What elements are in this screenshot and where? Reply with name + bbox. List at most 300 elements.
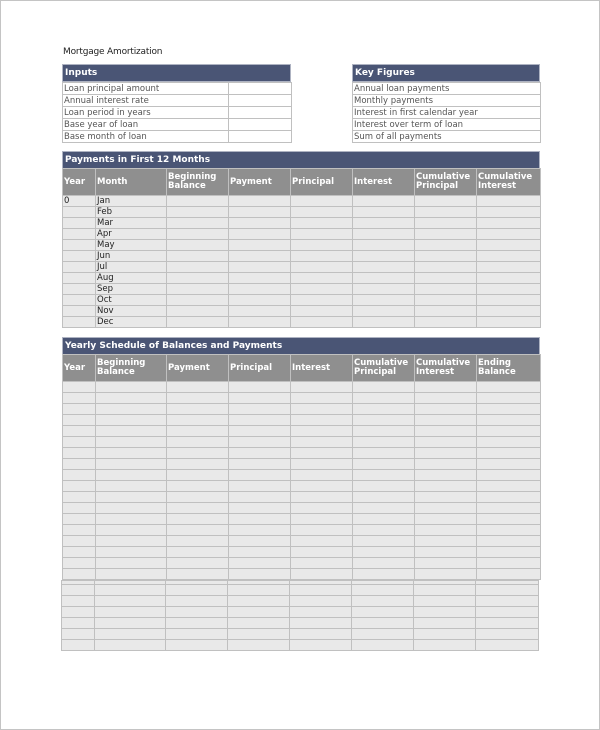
data-cell[interactable] xyxy=(415,262,477,273)
year-cell[interactable] xyxy=(63,295,96,306)
data-cell[interactable] xyxy=(415,437,477,448)
data-cell[interactable] xyxy=(353,218,415,229)
data-cell[interactable] xyxy=(167,251,229,262)
data-cell[interactable] xyxy=(290,596,352,607)
data-cell[interactable] xyxy=(353,569,415,580)
data-cell[interactable] xyxy=(95,596,166,607)
data-cell[interactable] xyxy=(414,629,476,640)
data-cell[interactable] xyxy=(476,618,539,629)
data-cell[interactable] xyxy=(166,585,228,596)
data-cell[interactable] xyxy=(353,470,415,481)
data-cell[interactable] xyxy=(96,514,167,525)
data-cell[interactable] xyxy=(229,426,291,437)
data-cell[interactable] xyxy=(291,459,353,470)
data-cell[interactable] xyxy=(229,569,291,580)
data-cell[interactable] xyxy=(63,558,96,569)
data-cell[interactable] xyxy=(353,547,415,558)
data-cell[interactable] xyxy=(229,196,291,207)
data-cell[interactable] xyxy=(229,262,291,273)
data-cell[interactable] xyxy=(291,262,353,273)
data-cell[interactable] xyxy=(353,481,415,492)
data-cell[interactable] xyxy=(167,382,229,393)
year-cell[interactable] xyxy=(63,218,96,229)
data-cell[interactable] xyxy=(353,306,415,317)
month-cell[interactable]: Jun xyxy=(96,251,167,262)
data-cell[interactable] xyxy=(96,569,167,580)
data-cell[interactable] xyxy=(353,558,415,569)
data-cell[interactable] xyxy=(229,437,291,448)
input-value-cell[interactable] xyxy=(229,95,292,107)
data-cell[interactable] xyxy=(291,295,353,306)
data-cell[interactable] xyxy=(477,470,541,481)
data-cell[interactable] xyxy=(291,470,353,481)
data-cell[interactable] xyxy=(167,295,229,306)
data-cell[interactable] xyxy=(96,470,167,481)
data-cell[interactable] xyxy=(63,569,96,580)
data-cell[interactable] xyxy=(415,207,477,218)
data-cell[interactable] xyxy=(477,481,541,492)
data-cell[interactable] xyxy=(352,618,414,629)
data-cell[interactable] xyxy=(353,492,415,503)
data-cell[interactable] xyxy=(229,306,291,317)
data-cell[interactable] xyxy=(63,514,96,525)
data-cell[interactable] xyxy=(477,459,541,470)
data-cell[interactable] xyxy=(63,492,96,503)
data-cell[interactable] xyxy=(414,607,476,618)
data-cell[interactable] xyxy=(167,569,229,580)
data-cell[interactable] xyxy=(353,404,415,415)
data-cell[interactable] xyxy=(291,448,353,459)
data-cell[interactable] xyxy=(62,629,95,640)
data-cell[interactable] xyxy=(167,196,229,207)
data-cell[interactable] xyxy=(477,218,541,229)
data-cell[interactable] xyxy=(415,558,477,569)
data-cell[interactable] xyxy=(62,607,95,618)
data-cell[interactable] xyxy=(96,459,167,470)
data-cell[interactable] xyxy=(353,437,415,448)
data-cell[interactable] xyxy=(476,629,539,640)
data-cell[interactable] xyxy=(229,404,291,415)
data-cell[interactable] xyxy=(291,415,353,426)
data-cell[interactable] xyxy=(166,596,228,607)
data-cell[interactable] xyxy=(291,437,353,448)
data-cell[interactable] xyxy=(291,492,353,503)
data-cell[interactable] xyxy=(291,306,353,317)
data-cell[interactable] xyxy=(414,618,476,629)
data-cell[interactable] xyxy=(353,207,415,218)
data-cell[interactable] xyxy=(96,448,167,459)
data-cell[interactable] xyxy=(96,437,167,448)
data-cell[interactable] xyxy=(96,404,167,415)
data-cell[interactable] xyxy=(415,317,477,328)
year-cell[interactable] xyxy=(63,207,96,218)
data-cell[interactable] xyxy=(167,459,229,470)
data-cell[interactable] xyxy=(167,547,229,558)
data-cell[interactable] xyxy=(415,273,477,284)
year-cell[interactable] xyxy=(63,262,96,273)
data-cell[interactable] xyxy=(477,317,541,328)
month-cell[interactable]: Mar xyxy=(96,218,167,229)
data-cell[interactable] xyxy=(229,251,291,262)
data-cell[interactable] xyxy=(62,640,95,651)
data-cell[interactable] xyxy=(167,273,229,284)
data-cell[interactable] xyxy=(63,426,96,437)
data-cell[interactable] xyxy=(229,284,291,295)
data-cell[interactable] xyxy=(63,415,96,426)
data-cell[interactable] xyxy=(63,536,96,547)
data-cell[interactable] xyxy=(353,448,415,459)
data-cell[interactable] xyxy=(96,481,167,492)
data-cell[interactable] xyxy=(477,437,541,448)
data-cell[interactable] xyxy=(167,262,229,273)
data-cell[interactable] xyxy=(166,618,228,629)
yearly-row xyxy=(63,525,541,536)
data-cell[interactable] xyxy=(167,284,229,295)
data-cell[interactable] xyxy=(353,426,415,437)
data-cell[interactable] xyxy=(415,470,477,481)
data-cell[interactable] xyxy=(229,459,291,470)
data-cell[interactable] xyxy=(352,629,414,640)
year-cell[interactable] xyxy=(63,273,96,284)
data-cell[interactable] xyxy=(96,393,167,404)
data-cell[interactable] xyxy=(291,393,353,404)
data-cell[interactable] xyxy=(167,514,229,525)
month-cell[interactable]: Aug xyxy=(96,273,167,284)
data-cell[interactable] xyxy=(228,607,290,618)
data-cell[interactable] xyxy=(63,547,96,558)
data-cell[interactable] xyxy=(352,585,414,596)
data-cell[interactable] xyxy=(415,547,477,558)
data-cell[interactable] xyxy=(353,295,415,306)
data-cell[interactable] xyxy=(414,585,476,596)
data-cell[interactable] xyxy=(63,404,96,415)
data-cell[interactable] xyxy=(291,317,353,328)
data-cell[interactable] xyxy=(415,306,477,317)
year-cell[interactable] xyxy=(63,306,96,317)
data-cell[interactable] xyxy=(415,393,477,404)
data-cell[interactable] xyxy=(353,262,415,273)
data-cell[interactable] xyxy=(95,629,166,640)
data-cell[interactable] xyxy=(415,229,477,240)
data-cell[interactable] xyxy=(477,492,541,503)
data-cell[interactable] xyxy=(476,640,539,651)
data-cell[interactable] xyxy=(291,240,353,251)
data-cell[interactable] xyxy=(477,558,541,569)
data-cell[interactable] xyxy=(291,284,353,295)
data-cell[interactable] xyxy=(353,317,415,328)
first12-column-header: Interest xyxy=(353,169,415,196)
data-cell[interactable] xyxy=(353,514,415,525)
data-cell[interactable] xyxy=(353,459,415,470)
data-cell[interactable] xyxy=(229,207,291,218)
input-value-cell[interactable] xyxy=(229,119,292,131)
input-value-cell[interactable] xyxy=(229,83,292,95)
data-cell[interactable] xyxy=(415,569,477,580)
data-cell[interactable] xyxy=(228,585,290,596)
data-cell[interactable] xyxy=(291,207,353,218)
data-cell[interactable] xyxy=(291,273,353,284)
data-cell[interactable] xyxy=(353,503,415,514)
data-cell[interactable] xyxy=(229,448,291,459)
data-cell[interactable] xyxy=(167,306,229,317)
data-cell[interactable] xyxy=(229,229,291,240)
data-cell[interactable] xyxy=(476,607,539,618)
data-cell[interactable] xyxy=(229,470,291,481)
data-cell[interactable] xyxy=(353,196,415,207)
data-cell[interactable] xyxy=(477,284,541,295)
data-cell[interactable] xyxy=(228,618,290,629)
data-cell[interactable] xyxy=(290,585,352,596)
data-cell[interactable] xyxy=(167,481,229,492)
data-cell[interactable] xyxy=(477,382,541,393)
data-cell[interactable] xyxy=(63,525,96,536)
data-cell[interactable] xyxy=(96,382,167,393)
data-cell[interactable] xyxy=(353,240,415,251)
data-cell[interactable] xyxy=(62,585,95,596)
month-cell[interactable]: Oct xyxy=(96,295,167,306)
data-cell[interactable] xyxy=(167,426,229,437)
data-cell[interactable] xyxy=(167,503,229,514)
data-cell[interactable] xyxy=(96,547,167,558)
data-cell[interactable] xyxy=(96,415,167,426)
data-cell[interactable] xyxy=(229,273,291,284)
data-cell[interactable] xyxy=(291,525,353,536)
yearly-row xyxy=(63,547,541,558)
data-cell[interactable] xyxy=(291,229,353,240)
data-cell[interactable] xyxy=(477,295,541,306)
data-cell[interactable] xyxy=(477,503,541,514)
data-cell[interactable] xyxy=(229,415,291,426)
data-cell[interactable] xyxy=(477,240,541,251)
data-cell[interactable] xyxy=(477,229,541,240)
data-cell[interactable] xyxy=(167,536,229,547)
data-cell[interactable] xyxy=(95,607,166,618)
year-cell[interactable] xyxy=(63,229,96,240)
data-cell[interactable] xyxy=(415,415,477,426)
data-cell[interactable] xyxy=(228,596,290,607)
data-cell[interactable] xyxy=(63,393,96,404)
data-cell[interactable] xyxy=(96,426,167,437)
month-cell[interactable]: Sep xyxy=(96,284,167,295)
data-cell[interactable] xyxy=(62,596,95,607)
data-cell[interactable] xyxy=(229,317,291,328)
data-cell[interactable] xyxy=(477,306,541,317)
data-cell[interactable] xyxy=(353,415,415,426)
data-cell[interactable] xyxy=(415,295,477,306)
data-cell[interactable] xyxy=(167,317,229,328)
data-cell[interactable] xyxy=(63,470,96,481)
data-cell[interactable] xyxy=(415,240,477,251)
data-cell[interactable] xyxy=(290,629,352,640)
input-value-cell[interactable] xyxy=(229,107,292,119)
data-cell[interactable] xyxy=(291,547,353,558)
data-cell[interactable] xyxy=(229,503,291,514)
data-cell[interactable] xyxy=(415,382,477,393)
data-cell[interactable] xyxy=(167,218,229,229)
data-cell[interactable] xyxy=(96,558,167,569)
data-cell[interactable] xyxy=(63,382,96,393)
data-cell[interactable] xyxy=(95,585,166,596)
data-cell[interactable] xyxy=(291,196,353,207)
data-cell[interactable] xyxy=(290,607,352,618)
data-cell[interactable] xyxy=(228,640,290,651)
month-cell[interactable]: Jan xyxy=(96,196,167,207)
data-cell[interactable] xyxy=(353,525,415,536)
data-cell[interactable] xyxy=(415,536,477,547)
data-cell[interactable] xyxy=(167,492,229,503)
data-cell[interactable] xyxy=(96,525,167,536)
data-cell[interactable] xyxy=(415,525,477,536)
data-cell[interactable] xyxy=(477,525,541,536)
data-cell[interactable] xyxy=(352,607,414,618)
data-cell[interactable] xyxy=(353,251,415,262)
key-figures-table xyxy=(352,82,541,143)
data-cell[interactable] xyxy=(476,585,539,596)
data-cell[interactable] xyxy=(291,503,353,514)
data-cell[interactable] xyxy=(96,503,167,514)
data-cell[interactable] xyxy=(167,404,229,415)
data-cell[interactable] xyxy=(229,558,291,569)
data-cell[interactable] xyxy=(352,596,414,607)
data-cell[interactable] xyxy=(353,229,415,240)
data-cell[interactable] xyxy=(229,492,291,503)
data-cell[interactable] xyxy=(291,382,353,393)
data-cell[interactable] xyxy=(415,426,477,437)
month-cell[interactable]: Apr xyxy=(96,229,167,240)
data-cell[interactable] xyxy=(477,251,541,262)
month-cell[interactable]: Nov xyxy=(96,306,167,317)
data-cell[interactable] xyxy=(167,437,229,448)
data-cell[interactable] xyxy=(167,448,229,459)
input-value-cell[interactable] xyxy=(229,131,292,143)
data-cell[interactable] xyxy=(229,525,291,536)
data-cell[interactable] xyxy=(414,596,476,607)
data-cell[interactable] xyxy=(415,196,477,207)
data-cell[interactable] xyxy=(415,218,477,229)
data-cell[interactable] xyxy=(415,492,477,503)
data-cell[interactable] xyxy=(477,273,541,284)
data-cell[interactable] xyxy=(229,481,291,492)
data-cell[interactable] xyxy=(63,448,96,459)
data-cell[interactable] xyxy=(415,404,477,415)
data-cell[interactable] xyxy=(353,393,415,404)
data-cell[interactable] xyxy=(291,218,353,229)
data-cell[interactable] xyxy=(353,284,415,295)
data-cell[interactable] xyxy=(229,547,291,558)
data-cell[interactable] xyxy=(167,558,229,569)
year-cell[interactable] xyxy=(63,317,96,328)
data-cell[interactable] xyxy=(477,514,541,525)
data-cell[interactable] xyxy=(63,503,96,514)
data-cell[interactable] xyxy=(477,448,541,459)
data-cell[interactable] xyxy=(291,536,353,547)
data-cell[interactable] xyxy=(415,503,477,514)
data-cell[interactable] xyxy=(229,393,291,404)
data-cell[interactable] xyxy=(95,618,166,629)
data-cell[interactable] xyxy=(477,207,541,218)
data-cell[interactable] xyxy=(414,640,476,651)
data-cell[interactable] xyxy=(62,618,95,629)
data-cell[interactable] xyxy=(229,295,291,306)
data-cell[interactable] xyxy=(95,640,166,651)
data-cell[interactable] xyxy=(166,607,228,618)
data-cell[interactable] xyxy=(229,536,291,547)
data-cell[interactable] xyxy=(291,404,353,415)
yearly-row xyxy=(63,481,541,492)
data-cell[interactable] xyxy=(415,459,477,470)
data-cell[interactable] xyxy=(229,218,291,229)
month-cell[interactable]: May xyxy=(96,240,167,251)
data-cell[interactable] xyxy=(415,481,477,492)
data-cell[interactable] xyxy=(167,393,229,404)
data-cell[interactable] xyxy=(96,492,167,503)
data-cell[interactable] xyxy=(290,640,352,651)
data-cell[interactable] xyxy=(477,415,541,426)
data-cell[interactable] xyxy=(352,640,414,651)
data-cell[interactable] xyxy=(476,596,539,607)
data-cell[interactable] xyxy=(167,470,229,481)
data-cell[interactable] xyxy=(228,629,290,640)
data-cell[interactable] xyxy=(477,393,541,404)
data-cell[interactable] xyxy=(291,481,353,492)
data-cell[interactable] xyxy=(291,426,353,437)
data-cell[interactable] xyxy=(167,229,229,240)
data-cell[interactable] xyxy=(63,437,96,448)
data-cell[interactable] xyxy=(291,569,353,580)
data-cell[interactable] xyxy=(353,536,415,547)
first12-table xyxy=(62,168,541,328)
yearly-row xyxy=(63,470,541,481)
data-cell[interactable] xyxy=(477,426,541,437)
data-cell[interactable] xyxy=(290,618,352,629)
data-cell[interactable] xyxy=(167,415,229,426)
data-cell[interactable] xyxy=(291,251,353,262)
data-cell[interactable] xyxy=(477,547,541,558)
data-cell[interactable] xyxy=(96,536,167,547)
data-cell[interactable] xyxy=(63,459,96,470)
data-cell[interactable] xyxy=(166,629,228,640)
data-cell[interactable] xyxy=(477,569,541,580)
data-cell[interactable] xyxy=(477,196,541,207)
year-cell[interactable] xyxy=(63,284,96,295)
data-cell[interactable] xyxy=(63,481,96,492)
data-cell[interactable] xyxy=(477,404,541,415)
data-cell[interactable] xyxy=(477,262,541,273)
data-cell[interactable] xyxy=(229,382,291,393)
data-cell[interactable] xyxy=(415,284,477,295)
data-cell[interactable] xyxy=(415,251,477,262)
data-cell[interactable] xyxy=(291,514,353,525)
data-cell[interactable] xyxy=(415,448,477,459)
data-cell[interactable] xyxy=(415,514,477,525)
month-cell[interactable]: Dec xyxy=(96,317,167,328)
data-cell[interactable] xyxy=(229,240,291,251)
data-cell[interactable] xyxy=(167,525,229,536)
data-cell[interactable] xyxy=(167,207,229,218)
data-cell[interactable] xyxy=(353,382,415,393)
data-cell[interactable] xyxy=(291,558,353,569)
data-cell[interactable] xyxy=(477,536,541,547)
data-cell[interactable] xyxy=(166,640,228,651)
year-cell[interactable] xyxy=(63,240,96,251)
data-cell[interactable] xyxy=(353,273,415,284)
year-cell[interactable] xyxy=(63,251,96,262)
data-cell[interactable] xyxy=(167,240,229,251)
year-cell[interactable]: 0 xyxy=(63,196,96,207)
month-cell[interactable]: Feb xyxy=(96,207,167,218)
data-cell[interactable] xyxy=(229,514,291,525)
month-cell[interactable]: Jul xyxy=(96,262,167,273)
